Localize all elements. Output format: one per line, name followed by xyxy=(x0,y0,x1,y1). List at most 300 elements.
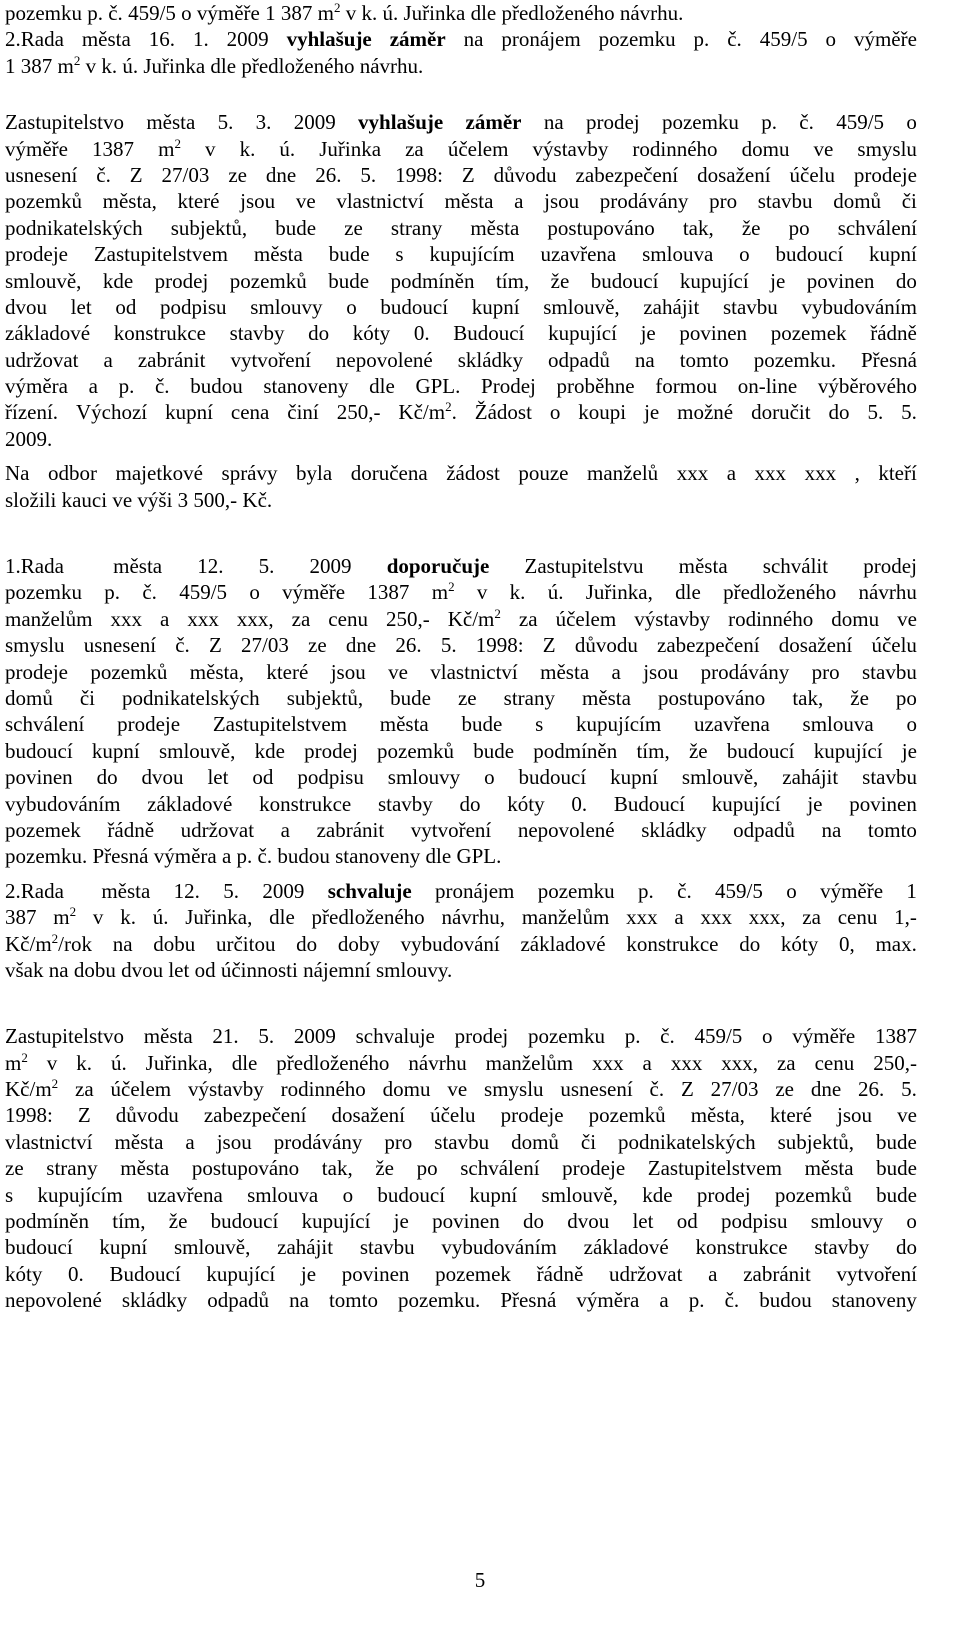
text-line xyxy=(5,606,917,632)
word: usnesení xyxy=(5,162,78,187)
word: od xyxy=(115,294,137,319)
word: ve xyxy=(388,659,408,684)
word: stavby xyxy=(814,1235,870,1260)
text-line xyxy=(5,685,917,711)
word: a xyxy=(642,1050,652,1075)
word: 250,- xyxy=(385,606,430,631)
word: je xyxy=(640,321,656,346)
word: manželům xyxy=(521,905,610,930)
word: 2.Rada xyxy=(5,878,64,903)
word: kupní xyxy=(471,294,520,319)
word: ve xyxy=(447,1077,468,1102)
word: za xyxy=(802,905,821,930)
word: povinen xyxy=(849,791,917,816)
word: 2009 xyxy=(262,878,305,903)
word: cenu xyxy=(837,905,878,930)
word: p. xyxy=(638,878,654,903)
word: podmíněn xyxy=(533,738,618,763)
text-line xyxy=(5,579,917,605)
word: a xyxy=(611,659,621,684)
word: do xyxy=(308,321,330,346)
word: v xyxy=(46,1050,58,1075)
word: č. xyxy=(799,110,814,135)
word: pozemku xyxy=(537,878,615,903)
word: 26. xyxy=(858,1077,885,1102)
word: prodeje xyxy=(562,1156,626,1181)
word: $m^2$ xyxy=(431,579,455,605)
word: města xyxy=(114,1129,164,1154)
text-line xyxy=(5,1287,917,1313)
word: 12. xyxy=(197,554,224,579)
word: majetkové xyxy=(115,461,203,486)
word: podpisu xyxy=(160,294,227,319)
word: p. xyxy=(624,1024,641,1049)
text-line xyxy=(5,764,917,790)
word: kupující xyxy=(206,1261,276,1286)
word: rodinného xyxy=(280,1077,366,1102)
word: dle xyxy=(675,580,701,605)
word: budoucí xyxy=(377,1182,446,1207)
word: bude xyxy=(461,712,503,737)
word: předloženého xyxy=(501,1,615,25)
text-line xyxy=(5,817,917,843)
word: pouze xyxy=(518,461,569,486)
word: jsou xyxy=(240,189,276,214)
word: povinen xyxy=(806,268,875,293)
word: Juřinka, xyxy=(185,905,253,930)
word: ú. xyxy=(382,1,399,25)
word: podnikatelských xyxy=(618,1129,756,1154)
word: podpisu xyxy=(720,1209,788,1234)
word: kupní xyxy=(469,1182,518,1207)
word: po xyxy=(788,215,810,240)
word: bude xyxy=(328,242,370,267)
word: kde xyxy=(102,268,134,293)
word: kóty xyxy=(780,931,819,956)
word: budoucí xyxy=(380,294,449,319)
word: 2009 xyxy=(293,110,336,135)
word: na xyxy=(634,347,655,372)
text-line xyxy=(5,553,917,579)
word: pozemku xyxy=(661,110,739,135)
word: č. xyxy=(175,633,190,658)
word: pozemek xyxy=(435,1261,511,1286)
word: výstavby xyxy=(187,1077,264,1102)
word: které xyxy=(177,189,220,214)
word: a xyxy=(674,905,684,930)
word: do xyxy=(739,931,761,956)
word: dobu xyxy=(153,931,196,956)
word: dle xyxy=(369,374,395,399)
word: za xyxy=(776,1050,796,1075)
word: povinen xyxy=(341,1261,410,1286)
word: let xyxy=(207,765,229,790)
paragraph-application xyxy=(5,460,917,513)
word: bude xyxy=(390,685,431,710)
word: města xyxy=(253,242,303,267)
paragraph-council-recommends xyxy=(5,553,917,870)
word: výměra xyxy=(5,374,68,399)
word: xxx xyxy=(754,461,787,486)
word: smlouvě, xyxy=(173,1235,251,1260)
word: návrhu xyxy=(858,580,917,605)
word: 27/03 xyxy=(710,1077,759,1102)
word: pronájem xyxy=(501,27,581,52)
word: domu xyxy=(382,1077,431,1102)
word: jsou xyxy=(544,189,580,214)
word: výstavby xyxy=(532,136,609,161)
word: stavby xyxy=(229,321,285,346)
word: 3. xyxy=(255,110,272,135)
text-line xyxy=(5,843,917,869)
word: ze xyxy=(5,1156,24,1181)
word: Zastupitelstvem xyxy=(93,242,228,267)
word: jsou xyxy=(837,1103,873,1128)
word: prodávány xyxy=(700,659,790,684)
word: je xyxy=(807,791,823,816)
word: do xyxy=(96,765,118,790)
word: je xyxy=(644,400,660,425)
word: vybudování xyxy=(400,931,500,956)
word: povinen xyxy=(432,1209,500,1234)
text-line xyxy=(5,215,917,241)
word: prodeje xyxy=(5,242,68,267)
word: kóty xyxy=(352,321,391,346)
word: že xyxy=(688,738,708,763)
word: na xyxy=(821,817,842,842)
word: 16. xyxy=(148,27,176,52)
word: bude xyxy=(473,738,515,763)
word: výměra xyxy=(153,844,217,869)
word: doručena xyxy=(350,461,428,486)
word: předloženého xyxy=(311,905,425,930)
word: kauci xyxy=(61,487,108,512)
word: prodej xyxy=(696,1182,751,1207)
word: smlouvě, xyxy=(541,1182,618,1207)
word: zabránit xyxy=(137,347,206,372)
text-line xyxy=(5,136,917,162)
word: důvodu xyxy=(574,633,638,658)
word: stavbu xyxy=(359,1235,415,1260)
word: Juřinka, xyxy=(585,580,653,605)
word: zahájit xyxy=(782,765,839,790)
word: pronájem xyxy=(435,878,515,903)
word: prodávány xyxy=(599,189,689,214)
word: p. xyxy=(118,374,135,399)
word: skládky xyxy=(641,817,707,842)
text-line xyxy=(5,487,917,513)
word: bude xyxy=(876,1156,917,1181)
word: 21. xyxy=(212,1024,239,1049)
word: , xyxy=(854,461,860,486)
word: a xyxy=(160,606,170,631)
word: postupováno xyxy=(191,1156,300,1181)
word: 1,- xyxy=(894,905,917,930)
word: zabezpečení xyxy=(657,633,760,658)
word: za xyxy=(291,606,311,631)
word: na xyxy=(112,931,133,956)
word: uzavřena xyxy=(693,712,770,737)
word: 5. xyxy=(258,1024,275,1049)
word: složili xyxy=(5,487,57,512)
word: 5. xyxy=(223,878,240,903)
word: budoucí xyxy=(5,738,73,763)
word: podmíněn xyxy=(390,268,475,293)
word: či xyxy=(901,189,917,214)
word: v xyxy=(85,53,97,78)
text-line xyxy=(5,738,917,764)
word: řádně xyxy=(870,321,917,346)
word: pozemků xyxy=(774,1182,852,1207)
word: dne xyxy=(810,1077,842,1102)
word: pozemku. xyxy=(5,844,88,869)
word: $Kč/m^2$ xyxy=(447,605,501,631)
word: 1 xyxy=(265,1,276,25)
text-line xyxy=(5,1102,917,1128)
word: 459/5 xyxy=(715,878,763,903)
word: budoucí xyxy=(726,738,795,763)
word: je xyxy=(770,268,786,293)
word: pozemku. xyxy=(398,1288,481,1313)
word: prodej xyxy=(454,1024,509,1049)
word: či xyxy=(79,685,96,710)
word: prodávány xyxy=(273,1129,363,1154)
word: vyhlašuje xyxy=(286,27,372,52)
word: dvou xyxy=(121,957,164,982)
word: základové xyxy=(583,1235,669,1260)
word: konstrukce xyxy=(695,1235,788,1260)
word: s xyxy=(535,712,544,737)
word: 387 xyxy=(20,53,53,78)
text-line xyxy=(5,26,917,52)
word: Juřinka xyxy=(403,1,466,25)
word: prodeje xyxy=(853,162,917,187)
word: ze xyxy=(457,685,477,710)
word: rodinného xyxy=(632,136,718,161)
word: pro xyxy=(709,189,738,214)
word: o xyxy=(906,1209,917,1234)
word: Z xyxy=(129,162,143,187)
word: o xyxy=(906,110,917,135)
word: 1 xyxy=(5,53,16,78)
word: postupováno xyxy=(657,685,766,710)
text-line xyxy=(5,1155,917,1181)
word: do xyxy=(828,400,850,425)
word: domů xyxy=(833,189,882,214)
word: ze xyxy=(344,215,363,240)
word: které xyxy=(266,659,309,684)
word: schvaluje xyxy=(327,878,412,903)
word: prodej xyxy=(585,110,640,135)
word: ze xyxy=(775,1077,794,1102)
word: kupujícím xyxy=(576,712,662,737)
word: smyslu xyxy=(857,136,917,161)
word: uzavřena xyxy=(540,242,617,267)
text-line xyxy=(5,53,917,79)
word: podnikatelských xyxy=(122,685,260,710)
word: ve xyxy=(813,136,834,161)
word: kupní xyxy=(610,765,658,790)
word: xxx, xyxy=(236,606,274,631)
word: v xyxy=(476,580,488,605)
text-line xyxy=(5,632,917,658)
word: Přesná xyxy=(92,844,149,869)
word: pozemků xyxy=(5,189,82,214)
word: kupní xyxy=(869,242,917,267)
word: povinen xyxy=(5,765,73,790)
word: subjektů, xyxy=(777,1129,855,1154)
word: Juřinka xyxy=(143,53,206,78)
word: pro xyxy=(384,1129,413,1154)
word: schválit xyxy=(762,554,829,579)
word: v xyxy=(345,1,357,25)
word: prodej xyxy=(304,738,358,763)
word: výběrového xyxy=(817,374,917,399)
word: p. xyxy=(688,1288,705,1313)
word: skládky xyxy=(457,347,524,372)
word: ze xyxy=(308,633,327,658)
paragraph-assembly-approves-sale xyxy=(5,1023,917,1313)
word: konstrukce xyxy=(626,931,719,956)
word: formou xyxy=(655,374,718,399)
word: 26. xyxy=(395,633,422,658)
word: 12. xyxy=(173,878,200,903)
word: budoucí xyxy=(5,1235,73,1260)
word: do xyxy=(522,1209,544,1234)
word: zahájit xyxy=(643,294,700,319)
word: podnikatelských xyxy=(5,215,143,240)
word: jsou xyxy=(643,659,679,684)
word: města xyxy=(379,712,429,737)
word: Přesná xyxy=(500,1288,557,1313)
word: 27/03 xyxy=(161,162,210,187)
word: nepovolené xyxy=(5,1288,102,1313)
word: města xyxy=(540,659,590,684)
word: smlouvě, xyxy=(681,765,759,790)
word: výši xyxy=(137,487,173,512)
word: je xyxy=(901,738,917,763)
word: kupní xyxy=(165,400,213,425)
word: subjektů, xyxy=(170,215,248,240)
word: ú. xyxy=(152,905,169,930)
word: uzavřena xyxy=(146,1182,223,1207)
word: odpadů xyxy=(733,817,795,842)
word: let xyxy=(70,294,92,319)
word: s xyxy=(5,1182,14,1207)
word: o xyxy=(181,1,192,25)
paragraph-council-approves-lease xyxy=(5,878,917,984)
word: 0. xyxy=(413,321,430,346)
word: Zastupitelstvu xyxy=(524,554,644,579)
word: č. xyxy=(677,878,692,903)
word: a xyxy=(514,189,524,214)
word: 5. xyxy=(217,110,234,135)
word: 2009 xyxy=(293,1024,336,1049)
word: pozemku xyxy=(5,580,82,605)
word: doby xyxy=(337,931,380,956)
word: smlouvě, xyxy=(5,268,82,293)
word: v xyxy=(92,905,104,930)
word: tomto xyxy=(867,817,917,842)
word: budoucí xyxy=(518,765,587,790)
word: Prodej xyxy=(481,374,536,399)
word: však xyxy=(5,957,44,982)
word: k. xyxy=(120,905,136,930)
word: k. xyxy=(101,53,118,78)
word: pozemků xyxy=(229,268,307,293)
word: zabránit xyxy=(743,1261,811,1286)
word: kupní xyxy=(91,738,140,763)
word: bude xyxy=(876,1182,917,1207)
word: Z xyxy=(208,633,222,658)
word: účelu xyxy=(430,1103,476,1128)
word: kde xyxy=(642,1182,673,1207)
word: pozemku. xyxy=(753,347,836,372)
word: výměře xyxy=(282,580,346,605)
word: schválení xyxy=(5,712,85,737)
word: usnesení xyxy=(560,1077,633,1102)
word: města xyxy=(101,878,151,903)
word: tak, xyxy=(321,1156,353,1181)
word: Kč. xyxy=(242,487,273,512)
word: 459/5 xyxy=(759,27,808,52)
word: konstrukce xyxy=(259,791,352,816)
text-line xyxy=(5,1129,917,1155)
word: 1387 xyxy=(367,580,410,605)
word: a xyxy=(726,461,737,486)
text-line xyxy=(5,426,917,452)
word: města xyxy=(581,685,631,710)
word: dvou xyxy=(141,765,184,790)
word: 5. xyxy=(360,162,377,187)
word: po xyxy=(895,685,917,710)
word: manželů xyxy=(587,461,659,486)
word: města xyxy=(804,1156,854,1181)
text-line xyxy=(5,1023,917,1049)
word: účinnosti xyxy=(220,957,298,982)
word: tak, xyxy=(682,215,714,240)
word: č. xyxy=(727,27,742,52)
word: stanoveny xyxy=(335,844,421,869)
word: vybudováním xyxy=(5,791,121,816)
word: po xyxy=(416,1156,438,1181)
word: xxx, xyxy=(748,905,786,930)
text-line xyxy=(5,460,917,486)
word: ve xyxy=(295,189,316,214)
word: č. xyxy=(257,844,273,869)
word: tím, xyxy=(112,1209,146,1234)
word: 1 xyxy=(906,878,917,903)
word: 2009 xyxy=(309,554,352,579)
word: a xyxy=(280,817,290,842)
word: 1998: xyxy=(475,633,524,658)
word: s xyxy=(395,242,404,267)
word: smyslu xyxy=(5,633,65,658)
word: o xyxy=(342,1182,354,1207)
word: odbor xyxy=(48,461,98,486)
word: stavbu xyxy=(862,765,917,790)
word: k. xyxy=(509,580,526,605)
word: účelu xyxy=(789,162,835,187)
word: 2009. xyxy=(5,426,53,451)
word: na xyxy=(289,1288,309,1313)
word: na xyxy=(48,957,69,982)
word: ze xyxy=(228,162,247,187)
word: vlastnictví xyxy=(336,189,424,214)
word: dvou xyxy=(567,1209,610,1234)
word: k. xyxy=(239,136,256,161)
word: č. xyxy=(660,1024,675,1049)
